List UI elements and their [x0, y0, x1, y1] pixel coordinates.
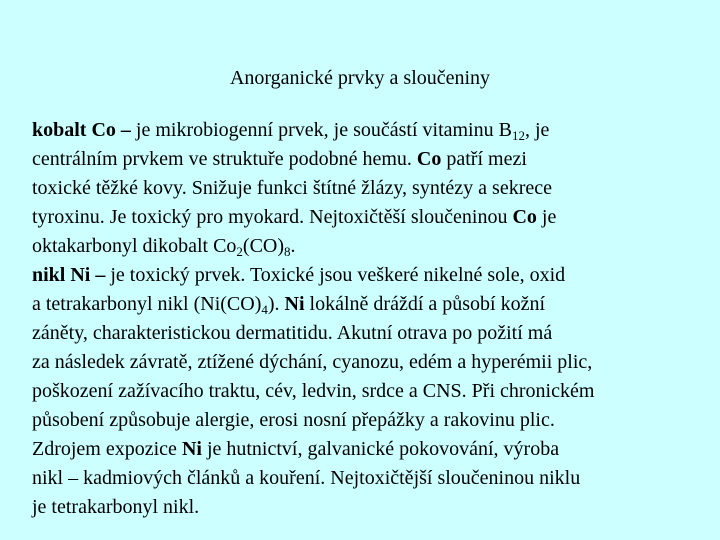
symbol-ni: Ni	[181, 438, 202, 460]
body-line-4: tyroxinu. Je toxický pro myokard. Nejtoxičtěší sloučeninou Co je	[32, 206, 557, 228]
term-cobalt: kobalt Co –	[32, 119, 136, 141]
subscript: 4	[261, 302, 268, 317]
subscript: 8	[284, 244, 291, 259]
symbol-co: Co	[512, 206, 537, 228]
body-line-3: toxické těžké kovy. Snižuje funkci štítné žlázy, syntézy a sekrece	[32, 177, 552, 199]
term-nickel: nikl Ni –	[32, 264, 111, 286]
body-line-14: je tetrakarbonyl nikl.	[32, 496, 200, 518]
body-line-13: nikl – kadmiových článků a kouření. Nejtoxičtější sloučeninou niklu	[32, 467, 581, 489]
body-line-7: a tetrakarbonyl nikl $(Ni(CO)_4)$. Ni lokálně dráždí a působí kožní	[32, 293, 546, 317]
body-line-11: působení způsobuje alergie, erosi nosní přepážky a rakovinu plic.	[32, 409, 555, 431]
subscript: 12	[511, 128, 525, 143]
body-line-9: za následek závratě, ztížené dýchání, cyanozu, edém a hyperémii plic,	[32, 351, 593, 373]
slide-body	[32, 116, 716, 522]
body-line-6: nikl Ni – je toxický prvek. Toxické jsou veškeré nikelné sole, oxid	[32, 264, 566, 286]
body-line-10: poškození zažívacího traktu, cév, ledvin, srdce a CNS. Při chronickém	[32, 380, 595, 402]
symbol-co: Co	[416, 148, 442, 170]
subscript: 2	[236, 244, 243, 259]
body-line-5: oktakarbonyl dikobalt $Co_2(CO)_8$.	[32, 235, 296, 259]
body-line-8: záněty, charakteristickou dermatitidu. Akutní otrava po požití má	[32, 322, 553, 344]
symbol-ni: Ni	[284, 293, 305, 315]
body-line-12: Zdrojem expozice Ni je hutnictví, galvanické pokovování, výroba	[32, 438, 560, 460]
slide-title: Anorganické prvky a sloučeniny	[229, 67, 491, 89]
body-line-1: kobalt Co – je mikrobiogenní prvek, je součástí vitaminu $B_{12}$, je	[32, 119, 550, 143]
body-line-2: centrálním prvkem ve struktuře podobné hemu. Co patří mezi	[32, 148, 527, 170]
